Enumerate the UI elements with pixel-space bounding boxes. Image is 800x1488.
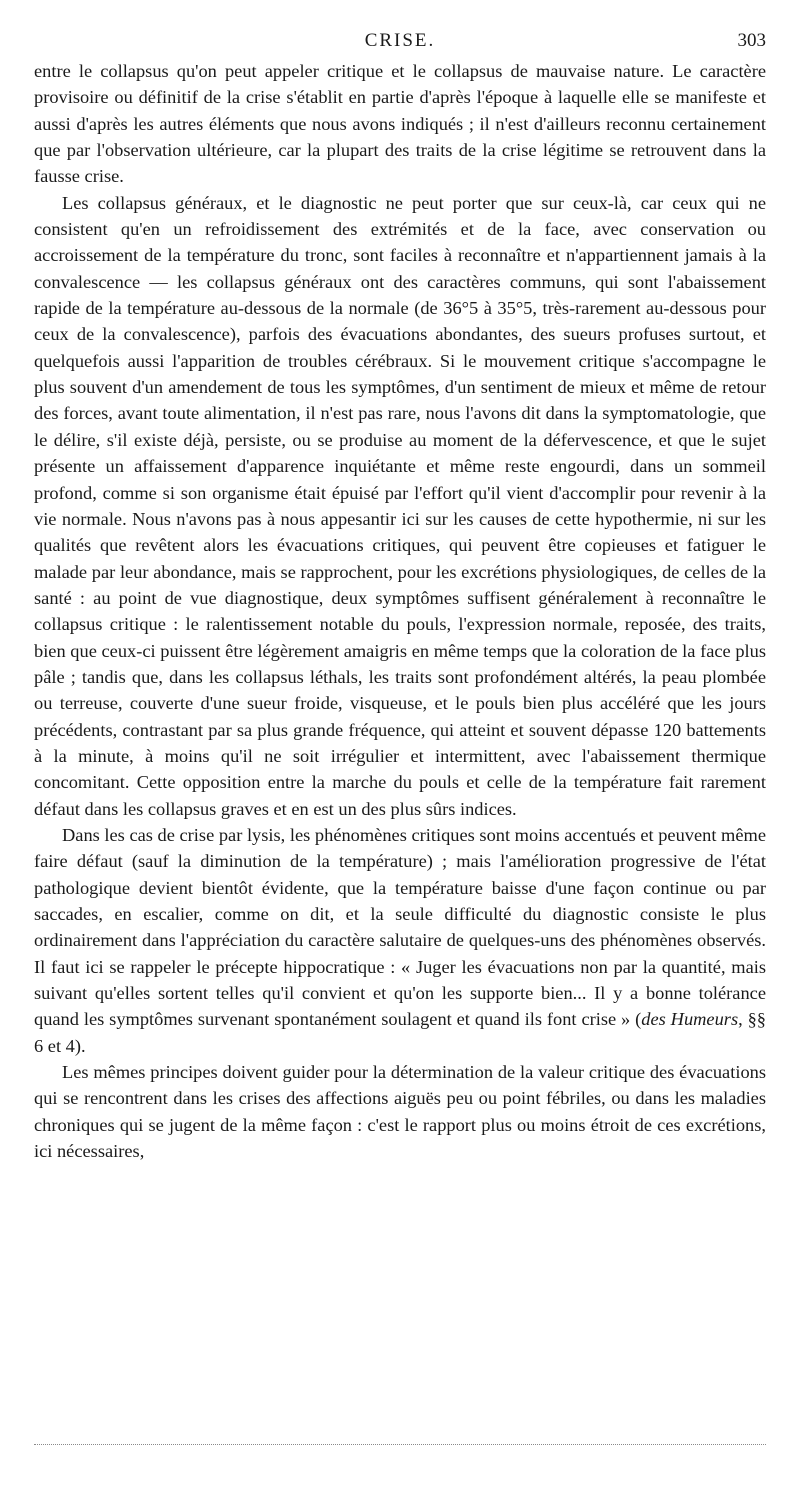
paragraph-3-text: Dans les cas de crise par lysis, les phénomènes critiques sont moins accentués et peuvent même faire défaut (sauf la diminution de la température) ; mais l'amélioration progressive de l'état pathologique devient bientôt évidente, que la température baisse d'une façon continue ou par saccades, en escalier, comme on dit, et la seule difficulté du diagnostic consiste le plus ordinairement dans l'appréciation du caractère salutaire de quelques-uns des phénomènes observés. Il faut ici se rappeler le précepte hippocratique : « Juger les évacuations non par la quantité, mais suivant qu'elles sortent telles qu'il convient et qu'on les supporte bien... Il y a bonne tolérance quand les symptômes survenant spontanément soulagent et quand ils font crise » ( (34, 824, 766, 1030)
page (34, 28, 766, 1164)
paragraph-4: Les mêmes principes doivent guider pour la détermination de la valeur critique des évacuations qui se rencontrent dans les crises des affections aiguës peu ou point fébriles, ou dans les maladies chroniques qui se jugent de la même façon : c'est le rapport plus ou moins étroit de ces excrétions, ici nécessaires, (34, 1062, 766, 1162)
paragraph-3 (34, 822, 766, 1059)
citation-title: des Humeurs (641, 1009, 739, 1030)
page-number: 303 (737, 30, 766, 51)
paragraph-1: entre le collapsus qu'on peut appeler critique et le collapsus de mauvaise nature. Le caractère provisoire ou définitif de la crise s'établit en partie d'après l'époque à laquelle elle se manifeste et aussi d'après les autres éléments que nous avons indiqués ; il n'est d'ailleurs reconnu certainement que par l'observation ultérieure, car la plupart des traits de la crise légitime se retrouvent dans la fausse crise. (34, 61, 766, 187)
paragraph-2: Les collapsus généraux, et le diagnostic ne peut porter que sur ceux-là, car ceux qui ne consistent qu'en un refroidissement des extrémités et de la face, avec conservation ou accroissement de la température du tronc, sont faciles à reconnaître et n'appartiennent jamais à la convalescence — les collapsus généraux ont des caractères communs, qui sont l'abaissement rapide de la température au-dessous de la normale (de 36°5 à 35°5, très-rarement au-dessous pour ceux de la convalescence), parfois des évacuations abondantes, des sueurs profuses surtout, et quelquefois aussi l'apparition de troubles cérébraux. Si le mouvement critique s'accompagne le plus souvent d'un amendement de tous les symptômes, d'un sentiment de mieux et même de retour des forces, avant toute alimentation, il n'est pas rare, nous l'avons dit dans la symptomatologie, que le délire, s'il existe déjà, persiste, ou se produise au moment de la défervescence, et que le sujet présente un affaissement d'apparence inquiétante et même reste engourdi, dans un sommeil profond, comme si son organisme était épuisé par l'effort qu'il vient d'accomplir pour revenir à la vie normale. Nous n'avons pas à nous appesantir ici sur les causes de cette hypothermie, ni sur les qualités que revêtent alors les évacuations critiques, qui peuvent être copieuses et fatiguer le malade par leur abondance, mais se rapprochent, pour les excrétions physiologiques, de celles de la santé : au point de vue diagnostique, deux symptômes suffisent généralement à reconnaître le collapsus critique : le ralentissement notable du pouls, l'expression normale, reposée, des traits, bien que ceux-ci puissent être légèrement amaigris en même temps que la coloration de la face plus pâle ; tandis que, dans les collapsus léthals, les traits sont profondément altérés, la peau plombée ou terreuse, couverte d'une sueur froide, visqueuse, et le pouls bien plus accéléré que les jours précédents, contrastant par sa plus grande fréquence, qui atteint et souvent dépasse 120 battements à la minute, à moins qu'il ne soit irrégulier et intermittent, avec l'abaissement thermique concomitant. Cette opposition entre la marche du pouls et celle de la température fait rarement défaut dans les collapsus graves et en est un des plus sûrs indices. (34, 192, 766, 819)
running-title: CRISE. (364, 30, 436, 51)
running-head (34, 28, 766, 58)
citation-tail: , §§ 6 et 4). (34, 1009, 766, 1056)
body-text (34, 58, 766, 1164)
footer-dotted-rule (34, 1444, 766, 1445)
